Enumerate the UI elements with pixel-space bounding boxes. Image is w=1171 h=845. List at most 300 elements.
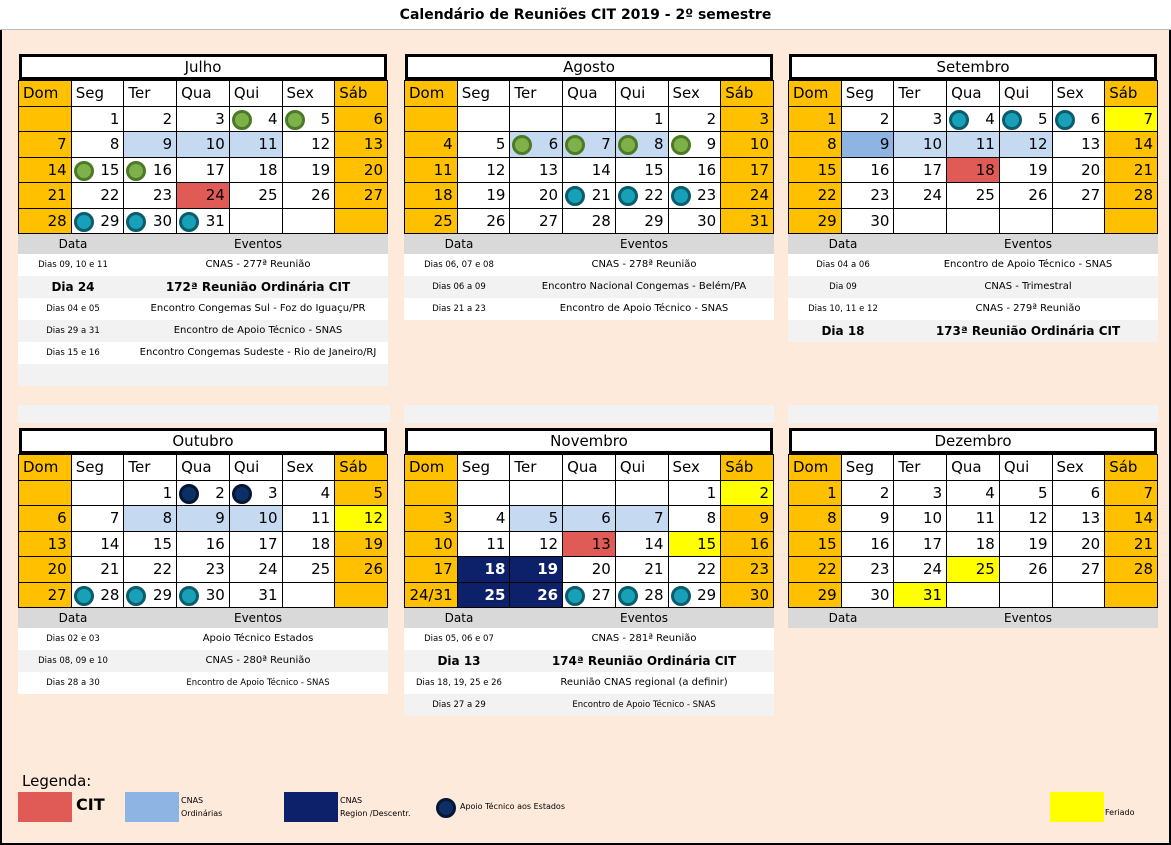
event-name: Encontro de Apoio Técnico - SNAS (186, 678, 330, 688)
day-cell: 10 (229, 506, 282, 532)
day-cell: 3 (721, 106, 774, 132)
apoio-estados-dot-icon (436, 798, 456, 818)
day-cell: 20 (1052, 157, 1105, 183)
day-cell: 3 (405, 506, 458, 532)
weekday: Sáb (721, 81, 774, 107)
day-cell: 30 (841, 582, 894, 608)
day-cell: 25 (457, 582, 510, 608)
day-cell: 1 (789, 106, 842, 132)
events-table (18, 234, 388, 386)
congemas-dot-icon (671, 135, 691, 155)
events-header-data: Data (444, 611, 474, 625)
apoio-dot-icon (126, 586, 146, 606)
day-cell: 23 (721, 557, 774, 583)
day-cell: 28 (1105, 557, 1158, 583)
event-date: Dias 06, 07 e 08 (424, 260, 494, 270)
day-cell: 7 (563, 132, 616, 158)
event-row (18, 342, 388, 364)
congemas-dot-icon (285, 110, 305, 130)
day-cell: 12 (457, 157, 510, 183)
day-cell: 22 (789, 557, 842, 583)
event-name: CNAS - 278ª Reunião (591, 259, 697, 270)
event-row (18, 650, 388, 672)
day-cell: 13 (335, 132, 388, 158)
day-cell: 5 (999, 480, 1052, 506)
day-cell: 29 (71, 208, 124, 234)
day-cell: 3 (177, 106, 230, 132)
day-cell (19, 106, 72, 132)
event-name: CNAS - 277ª Reunião (205, 259, 311, 270)
events-header-eventos: Eventos (1004, 611, 1052, 625)
event-row (18, 298, 388, 320)
day-cell: 19 (999, 531, 1052, 557)
day-cell: 22 (615, 183, 668, 209)
day-cell: 21 (71, 557, 124, 583)
day-cell: 8 (789, 132, 842, 158)
weekday: Sex (1052, 81, 1105, 107)
weekday: Qui (229, 455, 282, 481)
event-date: Dias 05, 06 e 07 (424, 634, 494, 644)
events-header-data: Data (58, 237, 88, 251)
day-cell: 13 (510, 157, 563, 183)
day-cell: 19 (999, 157, 1052, 183)
day-cell: 8 (71, 132, 124, 158)
weekday: Sex (668, 81, 721, 107)
page-title: Calendário de Reuniões CIT 2019 - 2º semestre (0, 0, 1171, 30)
apoio-dot-icon (74, 586, 94, 606)
day-cell: 22 (668, 557, 721, 583)
apoio-dot-icon (74, 212, 94, 232)
day-cell: 10 (177, 132, 230, 158)
day-cell: 19 (457, 183, 510, 209)
day-cell: 29 (615, 208, 668, 234)
spacer-band (788, 405, 1158, 423)
day-cell: 2 (177, 480, 230, 506)
events-header-eventos: Eventos (234, 611, 282, 625)
day-cell (999, 582, 1052, 608)
day-cell: 13 (563, 531, 616, 557)
day-cell (229, 208, 282, 234)
legend-apoio-label: Apoio Técnico aos Estados (460, 802, 565, 811)
day-cell: 11 (282, 506, 335, 532)
day-cell (335, 208, 388, 234)
congemas-dot-icon (618, 135, 638, 155)
month-title: Setembro (789, 54, 1157, 80)
event-name: CNAS - 280ª Reunião (205, 655, 311, 666)
day-cell: 18 (947, 157, 1000, 183)
weekday: Dom (405, 81, 458, 107)
event-row (404, 672, 774, 694)
day-cell: 14 (563, 157, 616, 183)
day-cell: 21 (563, 183, 616, 209)
event-name: CNAS - 279ª Reunião (975, 303, 1081, 314)
day-cell: 29 (789, 208, 842, 234)
month-grid (404, 80, 774, 234)
day-cell (1105, 582, 1158, 608)
day-cell: 1 (615, 106, 668, 132)
weekday: Seg (457, 455, 510, 481)
day-cell: 28 (71, 582, 124, 608)
day-cell: 25 (947, 183, 1000, 209)
legend-text: CNAS (181, 796, 204, 805)
congemas-dot-icon (512, 135, 532, 155)
day-cell: 18 (405, 183, 458, 209)
legend-feriado-label: Feriado (1105, 808, 1135, 817)
event-name: Encontro Congemas Sudeste - Rio de Janeiro/RJ (139, 347, 377, 358)
day-cell (1052, 208, 1105, 234)
day-cell: 4 (947, 106, 1000, 132)
weekday-row (789, 455, 1158, 481)
month-agosto (404, 54, 774, 320)
day-cell (457, 480, 510, 506)
events-header-data: Data (58, 611, 88, 625)
event-date: Dias 04 e 05 (46, 304, 100, 314)
event-name: Reunião CNAS regional (a definir) (560, 677, 728, 688)
weekday: Qui (229, 81, 282, 107)
events-header (404, 608, 774, 628)
weekday-row (405, 81, 774, 107)
day-cell: 12 (282, 132, 335, 158)
spacer-band (404, 405, 774, 423)
day-cell: 9 (841, 132, 894, 158)
weekday: Sáb (335, 81, 388, 107)
weekday: Seg (841, 455, 894, 481)
event-row (404, 276, 774, 298)
event-date: Dias 10, 11 e 12 (808, 304, 878, 314)
congemas-dot-icon (126, 161, 146, 181)
day-cell: 22 (71, 183, 124, 209)
weekday: Sex (282, 455, 335, 481)
spacer-band (18, 405, 390, 423)
day-cell: 31 (229, 582, 282, 608)
apoio-estados-dot-icon (179, 484, 199, 504)
month-grid (788, 80, 1158, 234)
day-cell: 2 (841, 106, 894, 132)
day-cell: 18 (229, 157, 282, 183)
events-table (788, 608, 1158, 628)
apoio-dot-icon (1055, 110, 1075, 130)
legend-title: Legenda: (22, 772, 92, 790)
day-cell: 1 (71, 106, 124, 132)
events-header (788, 234, 1158, 254)
month-dezembro (788, 428, 1158, 628)
day-cell: 25 (405, 208, 458, 234)
day-cell: 7 (71, 506, 124, 532)
events-header-eventos: Eventos (234, 237, 282, 251)
day-cell: 5 (335, 480, 388, 506)
day-cell: 30 (124, 208, 177, 234)
day-cell: 4 (457, 506, 510, 532)
day-cell (19, 480, 72, 506)
apoio-dot-icon (618, 186, 638, 206)
day-cell: 30 (841, 208, 894, 234)
day-cell: 24 (894, 183, 947, 209)
event-name: CNAS - 281ª Reunião (591, 633, 697, 644)
event-row (788, 254, 1158, 276)
events-table (18, 608, 388, 694)
day-cell: 24 (177, 183, 230, 209)
day-cell (335, 582, 388, 608)
event-name: Apoio Técnico Estados (202, 633, 314, 644)
day-cell: 11 (457, 531, 510, 557)
day-cell: 21 (1105, 157, 1158, 183)
month-grid (18, 454, 388, 608)
day-cell: 24/31 (405, 582, 458, 608)
day-cell: 17 (721, 157, 774, 183)
day-cell (615, 480, 668, 506)
day-cell: 30 (177, 582, 230, 608)
day-cell: 4 (229, 106, 282, 132)
legend-cnas-regional-label (340, 794, 411, 820)
day-cell: 17 (894, 531, 947, 557)
day-cell: 14 (1105, 132, 1158, 158)
month-outubro (18, 428, 388, 694)
day-cell: 31 (721, 208, 774, 234)
day-cell: 7 (19, 132, 72, 158)
weekday: Seg (71, 455, 124, 481)
day-cell: 3 (229, 480, 282, 506)
event-date: Dia 09 (829, 282, 857, 292)
day-cell: 12 (510, 531, 563, 557)
day-cell: 5 (999, 106, 1052, 132)
day-cell: 6 (1052, 480, 1105, 506)
day-cell: 11 (405, 157, 458, 183)
day-cell: 17 (405, 557, 458, 583)
day-cell: 21 (19, 183, 72, 209)
day-cell: 2 (124, 106, 177, 132)
event-date: Dias 29 a 31 (46, 326, 100, 336)
events-table (404, 234, 774, 320)
legend-text: Ordinárias (181, 809, 223, 818)
day-cell: 28 (19, 208, 72, 234)
day-cell: 24 (721, 183, 774, 209)
day-cell: 19 (335, 531, 388, 557)
day-cell: 17 (894, 157, 947, 183)
day-cell: 13 (19, 531, 72, 557)
day-cell: 20 (563, 557, 616, 583)
events-header (788, 608, 1158, 628)
day-cell: 15 (789, 157, 842, 183)
event-row (18, 628, 388, 650)
month-novembro (404, 428, 774, 716)
day-cell (947, 208, 1000, 234)
day-cell: 18 (457, 557, 510, 583)
day-cell: 2 (841, 480, 894, 506)
weekday: Sex (668, 455, 721, 481)
legend-cnas-ordinarias-label (181, 794, 222, 820)
month-title: Agosto (405, 54, 773, 80)
day-cell: 9 (721, 506, 774, 532)
event-date: Dias 02 e 03 (46, 634, 100, 644)
month-setembro (788, 54, 1158, 342)
month-title: Julho (19, 54, 387, 80)
day-cell: 23 (124, 183, 177, 209)
day-cell (947, 582, 1000, 608)
day-cell: 26 (457, 208, 510, 234)
day-cell: 22 (789, 183, 842, 209)
events-table (404, 608, 774, 716)
day-cell (457, 106, 510, 132)
day-cell: 10 (405, 531, 458, 557)
event-name: Encontro de Apoio Técnico - SNAS (173, 325, 343, 336)
day-cell: 7 (1105, 106, 1158, 132)
day-cell: 1 (789, 480, 842, 506)
weekday: Ter (510, 455, 563, 481)
event-date: Dia 18 (821, 324, 865, 338)
day-cell (282, 582, 335, 608)
events-header-eventos: Eventos (620, 237, 668, 251)
apoio-estados-dot-icon (232, 484, 252, 504)
weekday-row (789, 81, 1158, 107)
weekday-row (19, 81, 388, 107)
day-cell (405, 480, 458, 506)
apoio-dot-icon (671, 186, 691, 206)
day-cell: 15 (789, 531, 842, 557)
day-cell: 16 (721, 531, 774, 557)
event-name: Encontro Nacional Congemas - Belém/PA (541, 281, 747, 292)
day-cell: 26 (999, 557, 1052, 583)
day-cell: 28 (615, 582, 668, 608)
day-cell: 8 (615, 132, 668, 158)
day-cell: 5 (510, 506, 563, 532)
event-row (788, 276, 1158, 298)
day-cell: 27 (1052, 557, 1105, 583)
day-cell: 22 (124, 557, 177, 583)
day-cell: 29 (124, 582, 177, 608)
apoio-dot-icon (671, 586, 691, 606)
event-row (404, 298, 774, 320)
day-cell (563, 480, 616, 506)
day-cell: 25 (229, 183, 282, 209)
event-row (18, 320, 388, 342)
day-cell: 11 (229, 132, 282, 158)
day-cell (510, 480, 563, 506)
event-date: Dias 21 a 23 (432, 304, 486, 314)
event-row-empty (18, 364, 388, 386)
month-title: Outubro (19, 428, 387, 454)
day-cell: 16 (841, 531, 894, 557)
day-cell: 21 (615, 557, 668, 583)
day-cell: 25 (282, 557, 335, 583)
day-cell: 13 (1052, 132, 1105, 158)
day-cell (282, 208, 335, 234)
day-cell: 7 (1105, 480, 1158, 506)
day-cell: 7 (615, 506, 668, 532)
apoio-dot-icon (949, 110, 969, 130)
weekday: Qua (177, 455, 230, 481)
apoio-dot-icon (1002, 110, 1022, 130)
day-cell: 30 (668, 208, 721, 234)
day-cell: 20 (19, 557, 72, 583)
day-cell: 11 (947, 132, 1000, 158)
weekday: Qua (947, 455, 1000, 481)
event-date: Dias 18, 19, 25 e 26 (416, 678, 502, 688)
weekday: Sáb (721, 455, 774, 481)
weekday: Sex (1052, 455, 1105, 481)
day-cell: 9 (841, 506, 894, 532)
weekday: Dom (789, 455, 842, 481)
event-date: Dias 09, 10 e 11 (38, 260, 108, 270)
events-header-data: Data (828, 611, 858, 625)
day-cell: 27 (510, 208, 563, 234)
month-grid (404, 454, 774, 608)
day-cell: 5 (457, 132, 510, 158)
event-date: Dias 08, 09 e 10 (38, 656, 108, 666)
legend-feriado-swatch (1050, 792, 1104, 822)
event-row (404, 628, 774, 650)
weekday: Qua (177, 81, 230, 107)
weekday: Qui (615, 81, 668, 107)
events-header (404, 234, 774, 254)
event-name: CNAS - Trimestral (984, 281, 1072, 292)
month-grid (788, 454, 1158, 608)
day-cell: 26 (999, 183, 1052, 209)
events-header-data: Data (444, 237, 474, 251)
weekday: Qui (999, 81, 1052, 107)
day-cell (1105, 208, 1158, 234)
congemas-dot-icon (232, 110, 252, 130)
day-cell: 26 (282, 183, 335, 209)
weekday: Qui (999, 455, 1052, 481)
day-cell: 29 (789, 582, 842, 608)
legend-cit-label: CIT (76, 795, 105, 814)
day-cell: 24 (229, 557, 282, 583)
weekday: Dom (789, 81, 842, 107)
day-cell: 16 (124, 157, 177, 183)
apoio-dot-icon (179, 212, 199, 232)
day-cell: 2 (668, 106, 721, 132)
month-title: Novembro (405, 428, 773, 454)
congemas-dot-icon (74, 161, 94, 181)
day-cell: 15 (71, 157, 124, 183)
event-name: Encontro de Apoio Técnico - SNAS (572, 700, 716, 710)
day-cell: 10 (894, 506, 947, 532)
legend-text: CNAS (340, 796, 363, 805)
day-cell: 20 (1052, 531, 1105, 557)
day-cell (563, 106, 616, 132)
events-header (18, 608, 388, 628)
day-cell (1052, 582, 1105, 608)
day-cell: 8 (124, 506, 177, 532)
weekday: Seg (841, 81, 894, 107)
legend (0, 770, 1171, 840)
day-cell: 29 (668, 582, 721, 608)
day-cell: 20 (510, 183, 563, 209)
month-grid (18, 80, 388, 234)
day-cell (71, 480, 124, 506)
day-cell: 27 (563, 582, 616, 608)
day-cell: 5 (282, 106, 335, 132)
day-cell: 6 (510, 132, 563, 158)
day-cell: 8 (789, 506, 842, 532)
day-cell: 11 (947, 506, 1000, 532)
day-cell: 27 (19, 582, 72, 608)
event-date: Dias 06 a 09 (432, 282, 486, 292)
day-cell: 8 (668, 506, 721, 532)
event-row (404, 254, 774, 276)
day-cell: 10 (721, 132, 774, 158)
event-name: 174ª Reunião Ordinária CIT (551, 654, 737, 668)
weekday: Qua (947, 81, 1000, 107)
day-cell: 30 (721, 582, 774, 608)
day-cell (999, 208, 1052, 234)
event-row (18, 254, 388, 276)
event-date: Dias 28 a 30 (46, 678, 100, 688)
event-row (18, 672, 388, 694)
legend-cit-swatch (18, 792, 72, 822)
day-cell (510, 106, 563, 132)
day-cell: 31 (894, 582, 947, 608)
